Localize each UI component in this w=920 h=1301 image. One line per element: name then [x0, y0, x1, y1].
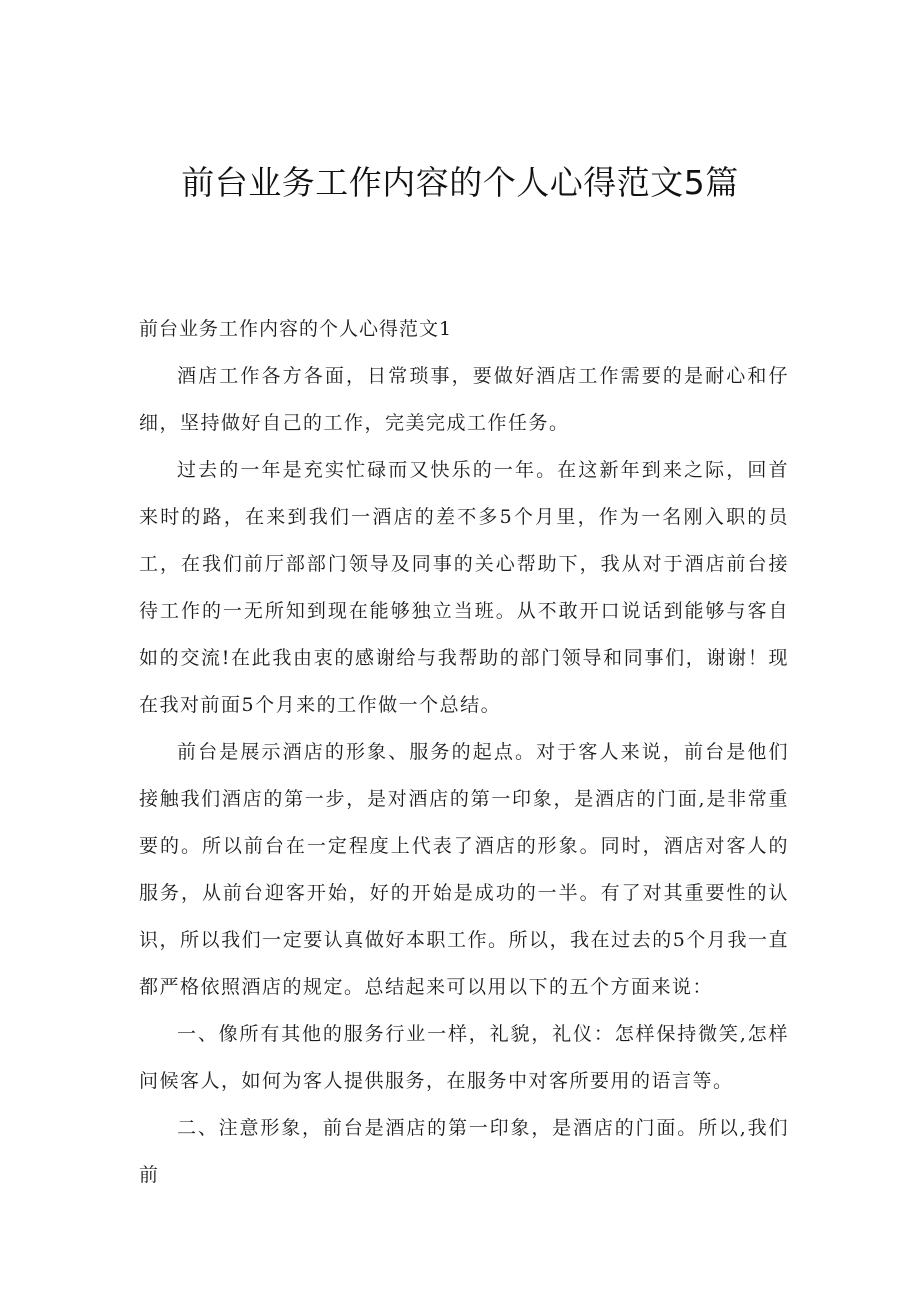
paragraph-1: 酒店工作各方各面，日常琐事，要做好酒店工作需要的是耐心和仔细，坚持做好自己的工作，完美完成工作任务。: [139, 365, 789, 434]
paragraph-3: 前台是展示酒店的形象、服务的起点。对于客人来说，前台是他们接触我们酒店的第一步，是对酒店的第一印象，是酒店的门面,是非常重要的。所以前台在一定程度上代表了酒店的形象。同时，酒店对客人的服务，从前台迎客开始，好的开始是成功的一半。有了对其重要性的认识，所以我们一定要认真做好本职工作。所以，我在过去的5个月我一直都严格依照酒店的规定。总结起来可以用以下的五个方面来说：: [139, 741, 789, 998]
paragraph-2: 过去的一年是充实忙碌而又快乐的一年。在这新年到来之际，回首来时的路，在来到我们一酒店的差不多5个月里，作为一名刚入职的员工，在我们前厅部部门领导及同事的关心帮助下，我从对于酒店前台接待工作的一无所知到现在能够独立当班。从不敢开口说话到能够与客自如的交流!在此我由衷的感谢给与我帮助的部门领导和同事们，谢谢！现在我对前面5个月来的工作做一个总结。: [139, 459, 789, 716]
paragraph-4: 一、像所有其他的服务行业一样，礼貌，礼仪：怎样保持微笑,怎样问候客人，如何为客人提供服务，在服务中对客所要用的语言等。: [139, 1023, 789, 1092]
section-heading: 前台业务工作内容的个人心得范文1: [139, 318, 453, 340]
document-body: [139, 306, 789, 1199]
paragraph-5: 二、注意形象，前台是酒店的第一印象，是酒店的门面。所以,我们前: [139, 1117, 789, 1186]
document-title: 前台业务工作内容的个人心得范文5篇: [181, 163, 739, 202]
